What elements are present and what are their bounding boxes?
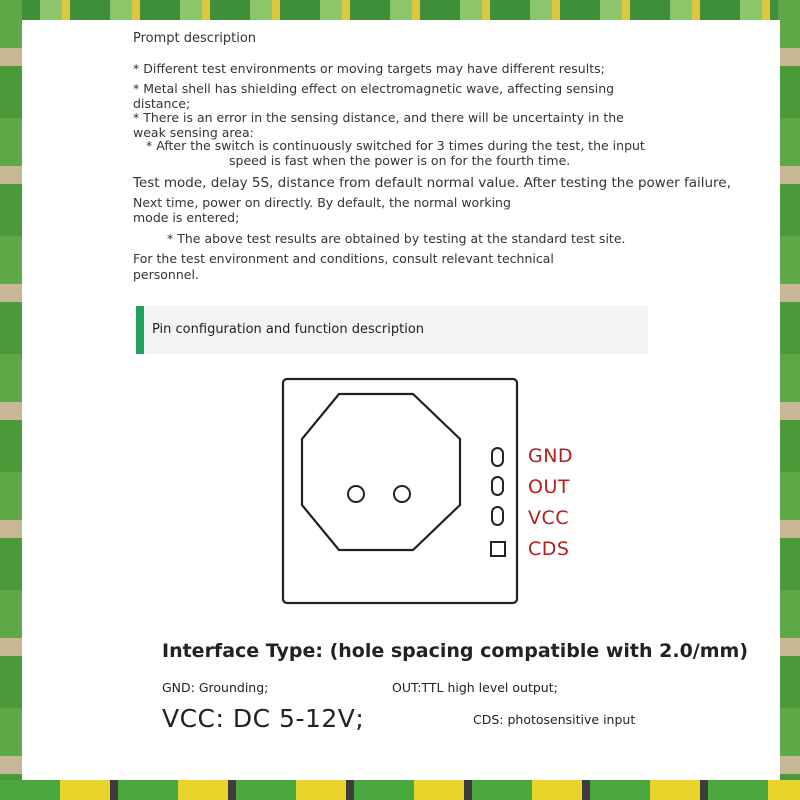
module-outline-svg	[280, 376, 660, 616]
pin-pad-vcc	[492, 507, 503, 525]
prompt-line-5: weak sensing area:	[133, 125, 254, 140]
pin-label-vcc: VCC	[528, 507, 570, 529]
module-board-outline	[283, 379, 517, 603]
prompt-line-7: speed is fast when the power is on for the fourth time.	[229, 153, 571, 168]
mount-hole-left	[348, 486, 364, 502]
prompt-line-9: Next time, power on directly. By default, the normal working	[133, 195, 511, 210]
prompt-line-1: * Different test environments or moving targets may have different results;	[133, 61, 605, 76]
interface-out-desc: OUT:TTL high level output;	[392, 680, 558, 695]
interface-vcc-desc: VCC: DC 5-12V;	[162, 704, 365, 733]
pin-label-cds: CDS	[528, 538, 570, 560]
pin-pad-gnd	[492, 448, 503, 466]
interface-type-heading: Interface Type: (hole spacing compatible with 2.0/mm)	[162, 640, 749, 662]
sensor-octagon	[302, 394, 460, 550]
section-title: Pin configuration and function description	[152, 322, 425, 337]
pin-pad-cds	[491, 542, 505, 556]
prompt-line-13: personnel.	[133, 267, 199, 282]
section-header	[136, 306, 648, 354]
background-border-right	[778, 0, 800, 800]
background-border-left	[0, 0, 22, 800]
prompt-title: Prompt description	[133, 31, 257, 46]
prompt-line-8: Test mode, delay 5S, distance from default normal value. After testing the power failure,	[133, 175, 731, 191]
interface-cds-desc: CDS: photosensitive input	[473, 712, 636, 727]
prompt-line-2: * Metal shell has shielding effect on electromagnetic wave, affecting sensing	[133, 81, 615, 96]
prompt-line-11: * The above test results are obtained by testing at the standard test site.	[167, 231, 626, 246]
section-accent-bar	[136, 306, 144, 354]
mount-hole-right	[394, 486, 410, 502]
prompt-line-10: mode is entered;	[133, 210, 240, 225]
pin-pad-out	[492, 477, 503, 495]
pin-label-gnd: GND	[528, 445, 574, 467]
interface-gnd-desc: GND: Grounding;	[162, 680, 269, 695]
background-border-bottom	[0, 780, 800, 800]
background-border-top	[0, 0, 800, 20]
prompt-line-4: * There is an error in the sensing distance, and there will be uncertainty in the	[133, 110, 624, 125]
prompt-line-3: distance;	[133, 96, 191, 111]
prompt-line-12: For the test environment and conditions, consult relevant technical	[133, 251, 554, 266]
document-sheet	[22, 20, 780, 780]
prompt-line-6: * After the switch is continuously switched for 3 times during the test, the input	[146, 138, 645, 153]
pin-diagram	[280, 376, 660, 616]
pin-label-out: OUT	[528, 476, 570, 498]
